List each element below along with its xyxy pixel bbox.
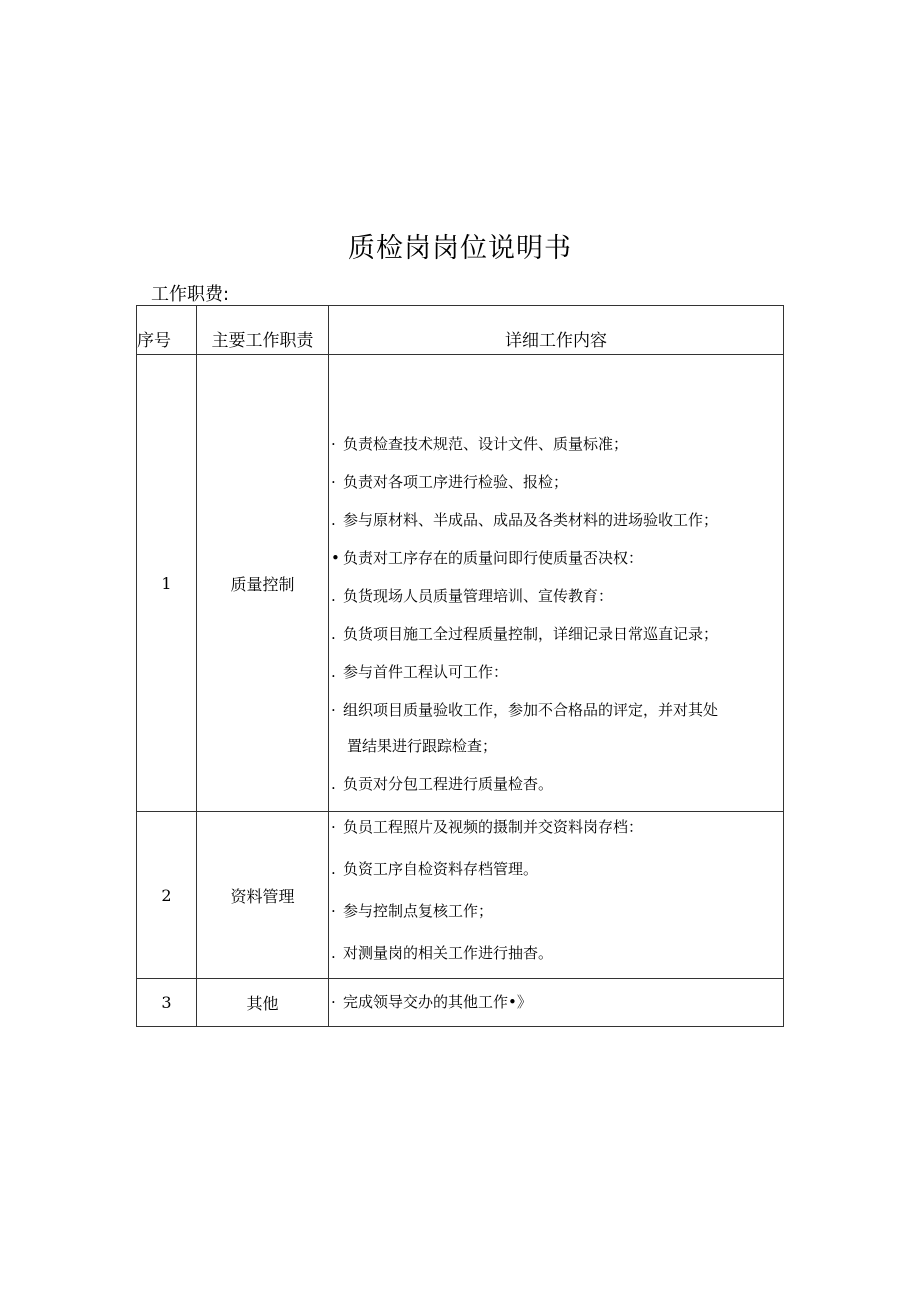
row-details — [329, 355, 784, 812]
detail-item: . 负货项目施工全过程质量控制，详细记录日常巡直记录； — [331, 625, 719, 643]
detail-item: . 参与首件工程认可工作： — [331, 663, 509, 681]
header-detail: 详细工作内容 — [329, 306, 784, 355]
row-details — [329, 812, 784, 979]
row-number: 2 — [137, 812, 197, 979]
duties-table — [136, 305, 784, 1027]
detail-item-continuation: 置结果进行跟踪检查； — [347, 737, 498, 755]
detail-item: . 负货现场人员质量管理培训、宣传教育： — [331, 587, 614, 605]
detail-item: · 组织项目质量验收工作，参加不合格品的评定，并对其处 置结果进行跟踪检查； — [331, 701, 783, 756]
row-number: 3 — [137, 979, 197, 1027]
detail-item: · 参与控制点复核工作； — [331, 902, 494, 920]
detail-item: . 负贡对分包工程进行质量检杳。 — [331, 775, 554, 793]
detail-item: · 负责检查技术规范、设计文件、质量标准； — [331, 435, 629, 453]
document-title: 质检岗岗位说明书 — [348, 233, 572, 264]
detail-item: . 对测量岗的相关工作进行抽杳。 — [331, 944, 554, 962]
row-duty: 资料管理 — [197, 812, 329, 979]
table-row — [137, 812, 784, 979]
table-row — [137, 355, 784, 812]
row-number: 1 — [137, 355, 197, 812]
detail-item: • 负责对工序存在的质量问即行使质量否决权： — [331, 549, 644, 567]
detail-item: . 参与原材料、半成品、成品及各类材料的进场验收工作； — [331, 511, 719, 529]
row-duty: 其他 — [197, 979, 329, 1027]
table-row — [137, 979, 784, 1027]
detail-item: · 完成领导交办的其他工作•》 — [331, 993, 532, 1011]
table-header-row — [137, 306, 784, 355]
detail-item: · 负员工程照片及视频的摄制并交资料岗存档： — [331, 818, 644, 836]
section-label: 工作职费: — [151, 284, 230, 305]
detail-item: · 负责对各项工序进行检验、报检； — [331, 473, 569, 491]
header-main-duty: 主要工作职责 — [197, 306, 329, 355]
row-duty: 质量控制 — [197, 355, 329, 812]
header-number: 序号 — [137, 306, 197, 355]
row-details — [329, 979, 784, 1027]
detail-item: . 负资工序自检资料存档管理。 — [331, 860, 539, 878]
